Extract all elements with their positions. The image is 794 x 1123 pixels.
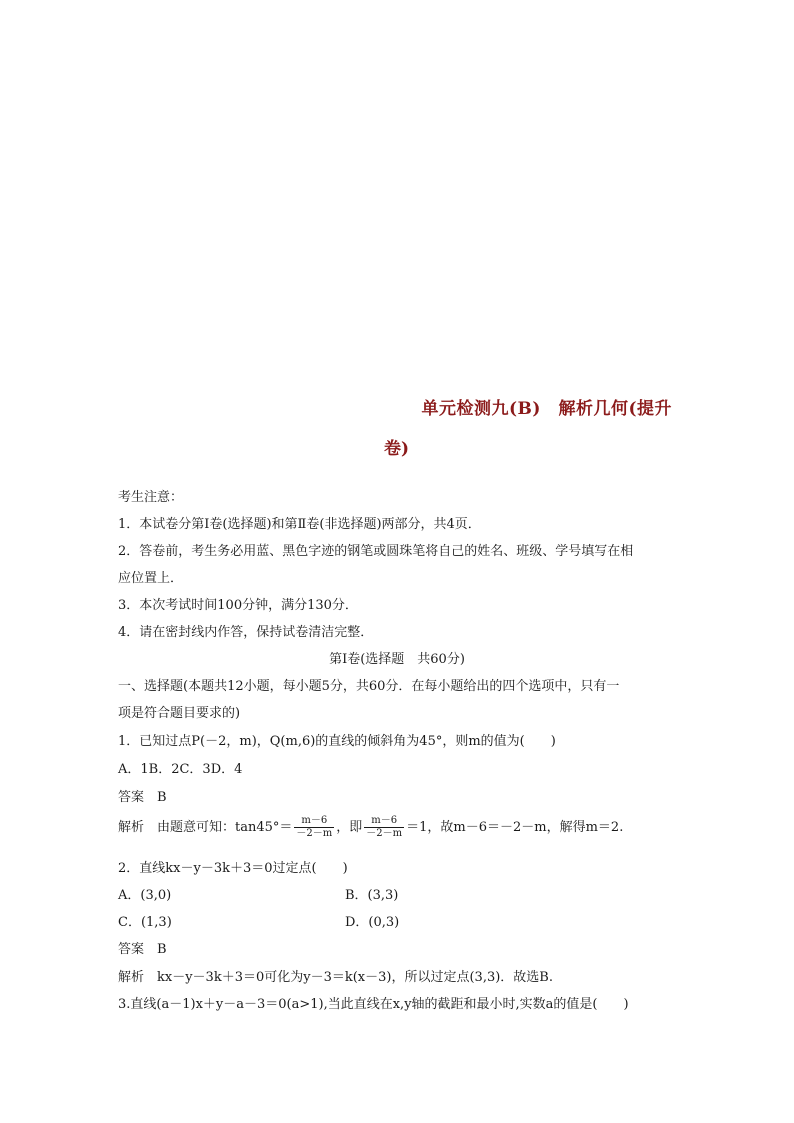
fraction-1 bbox=[294, 815, 334, 840]
notice-item-3: 3．本次考试时间100分钟，满分130分． bbox=[118, 598, 358, 613]
question-1-answer: 答案 B bbox=[118, 790, 167, 805]
question-2-option-a: A．(3,0) bbox=[118, 888, 172, 903]
section-intro: 一、选择题(本题共12小题，每小题5分，共60分．在每小题给出的四个选项中，只有一 bbox=[118, 679, 620, 694]
notice-heading: 考生注意： bbox=[118, 490, 184, 505]
question-2-stem: 2．直线kx－y－3k＋3＝0过定点( ) bbox=[118, 861, 348, 876]
question-2-analysis: 解析 kx－y－3k＋3＝0可化为y－3＝k(x－3)，所以过定点(3,3)．故选B. bbox=[118, 970, 553, 985]
analysis-mid: ，即 bbox=[336, 820, 363, 835]
fraction-2 bbox=[364, 815, 404, 840]
question-2-option-b: B．(3,3) bbox=[345, 888, 399, 903]
question-1-stem: 1．已知过点P(－2，m)，Q(m,6)的直线的倾斜角为45°，则m的值为( ) bbox=[118, 734, 556, 749]
question-2-option-c: C．(1,3) bbox=[118, 915, 172, 930]
fraction-numerator: m－6 bbox=[364, 815, 404, 828]
section-intro-continued: 项是符合题目要求的) bbox=[118, 706, 241, 721]
analysis-suffix: ＝1，故m－6＝－2－m，解得m＝2. bbox=[406, 820, 624, 835]
question-1-analysis bbox=[118, 815, 623, 840]
notice-item-2-continued: 应位置上． bbox=[118, 571, 184, 586]
question-3-stem: 3.直线(a－1)x＋y－a－3＝0(a>1),当此直线在x,y轴的截距和最小时,实数a的值是( ) bbox=[118, 997, 629, 1012]
question-1-options: A．1B．2C．3D．4 bbox=[118, 762, 243, 777]
question-2-answer: 答案 B bbox=[118, 942, 167, 957]
document-title: 单元检测九(B) 解析几何(提升 bbox=[421, 399, 672, 419]
fraction-numerator: m－6 bbox=[294, 815, 334, 828]
section-title: 第Ⅰ卷(选择题 共60分) bbox=[329, 652, 465, 667]
fraction-denominator: －2－m bbox=[366, 828, 403, 839]
analysis-prefix: 解析 由题意可知：tan45°＝ bbox=[118, 820, 293, 835]
notice-item-2: 2．答卷前，考生务必用蓝、黑色字迹的钢笔或圆珠笔将自己的姓名、班级、学号填写在相 bbox=[118, 544, 634, 559]
notice-item-4: 4．请在密封线内作答，保持试卷清洁完整． bbox=[118, 625, 374, 640]
notice-item-1: 1．本试卷分第Ⅰ卷(选择题)和第Ⅱ卷(非选择题)两部分，共4页． bbox=[118, 517, 481, 532]
question-2-option-d: D．(0,3) bbox=[345, 915, 400, 930]
fraction-denominator: －2－m bbox=[296, 828, 333, 839]
document-title-continued: 卷) bbox=[384, 439, 410, 459]
